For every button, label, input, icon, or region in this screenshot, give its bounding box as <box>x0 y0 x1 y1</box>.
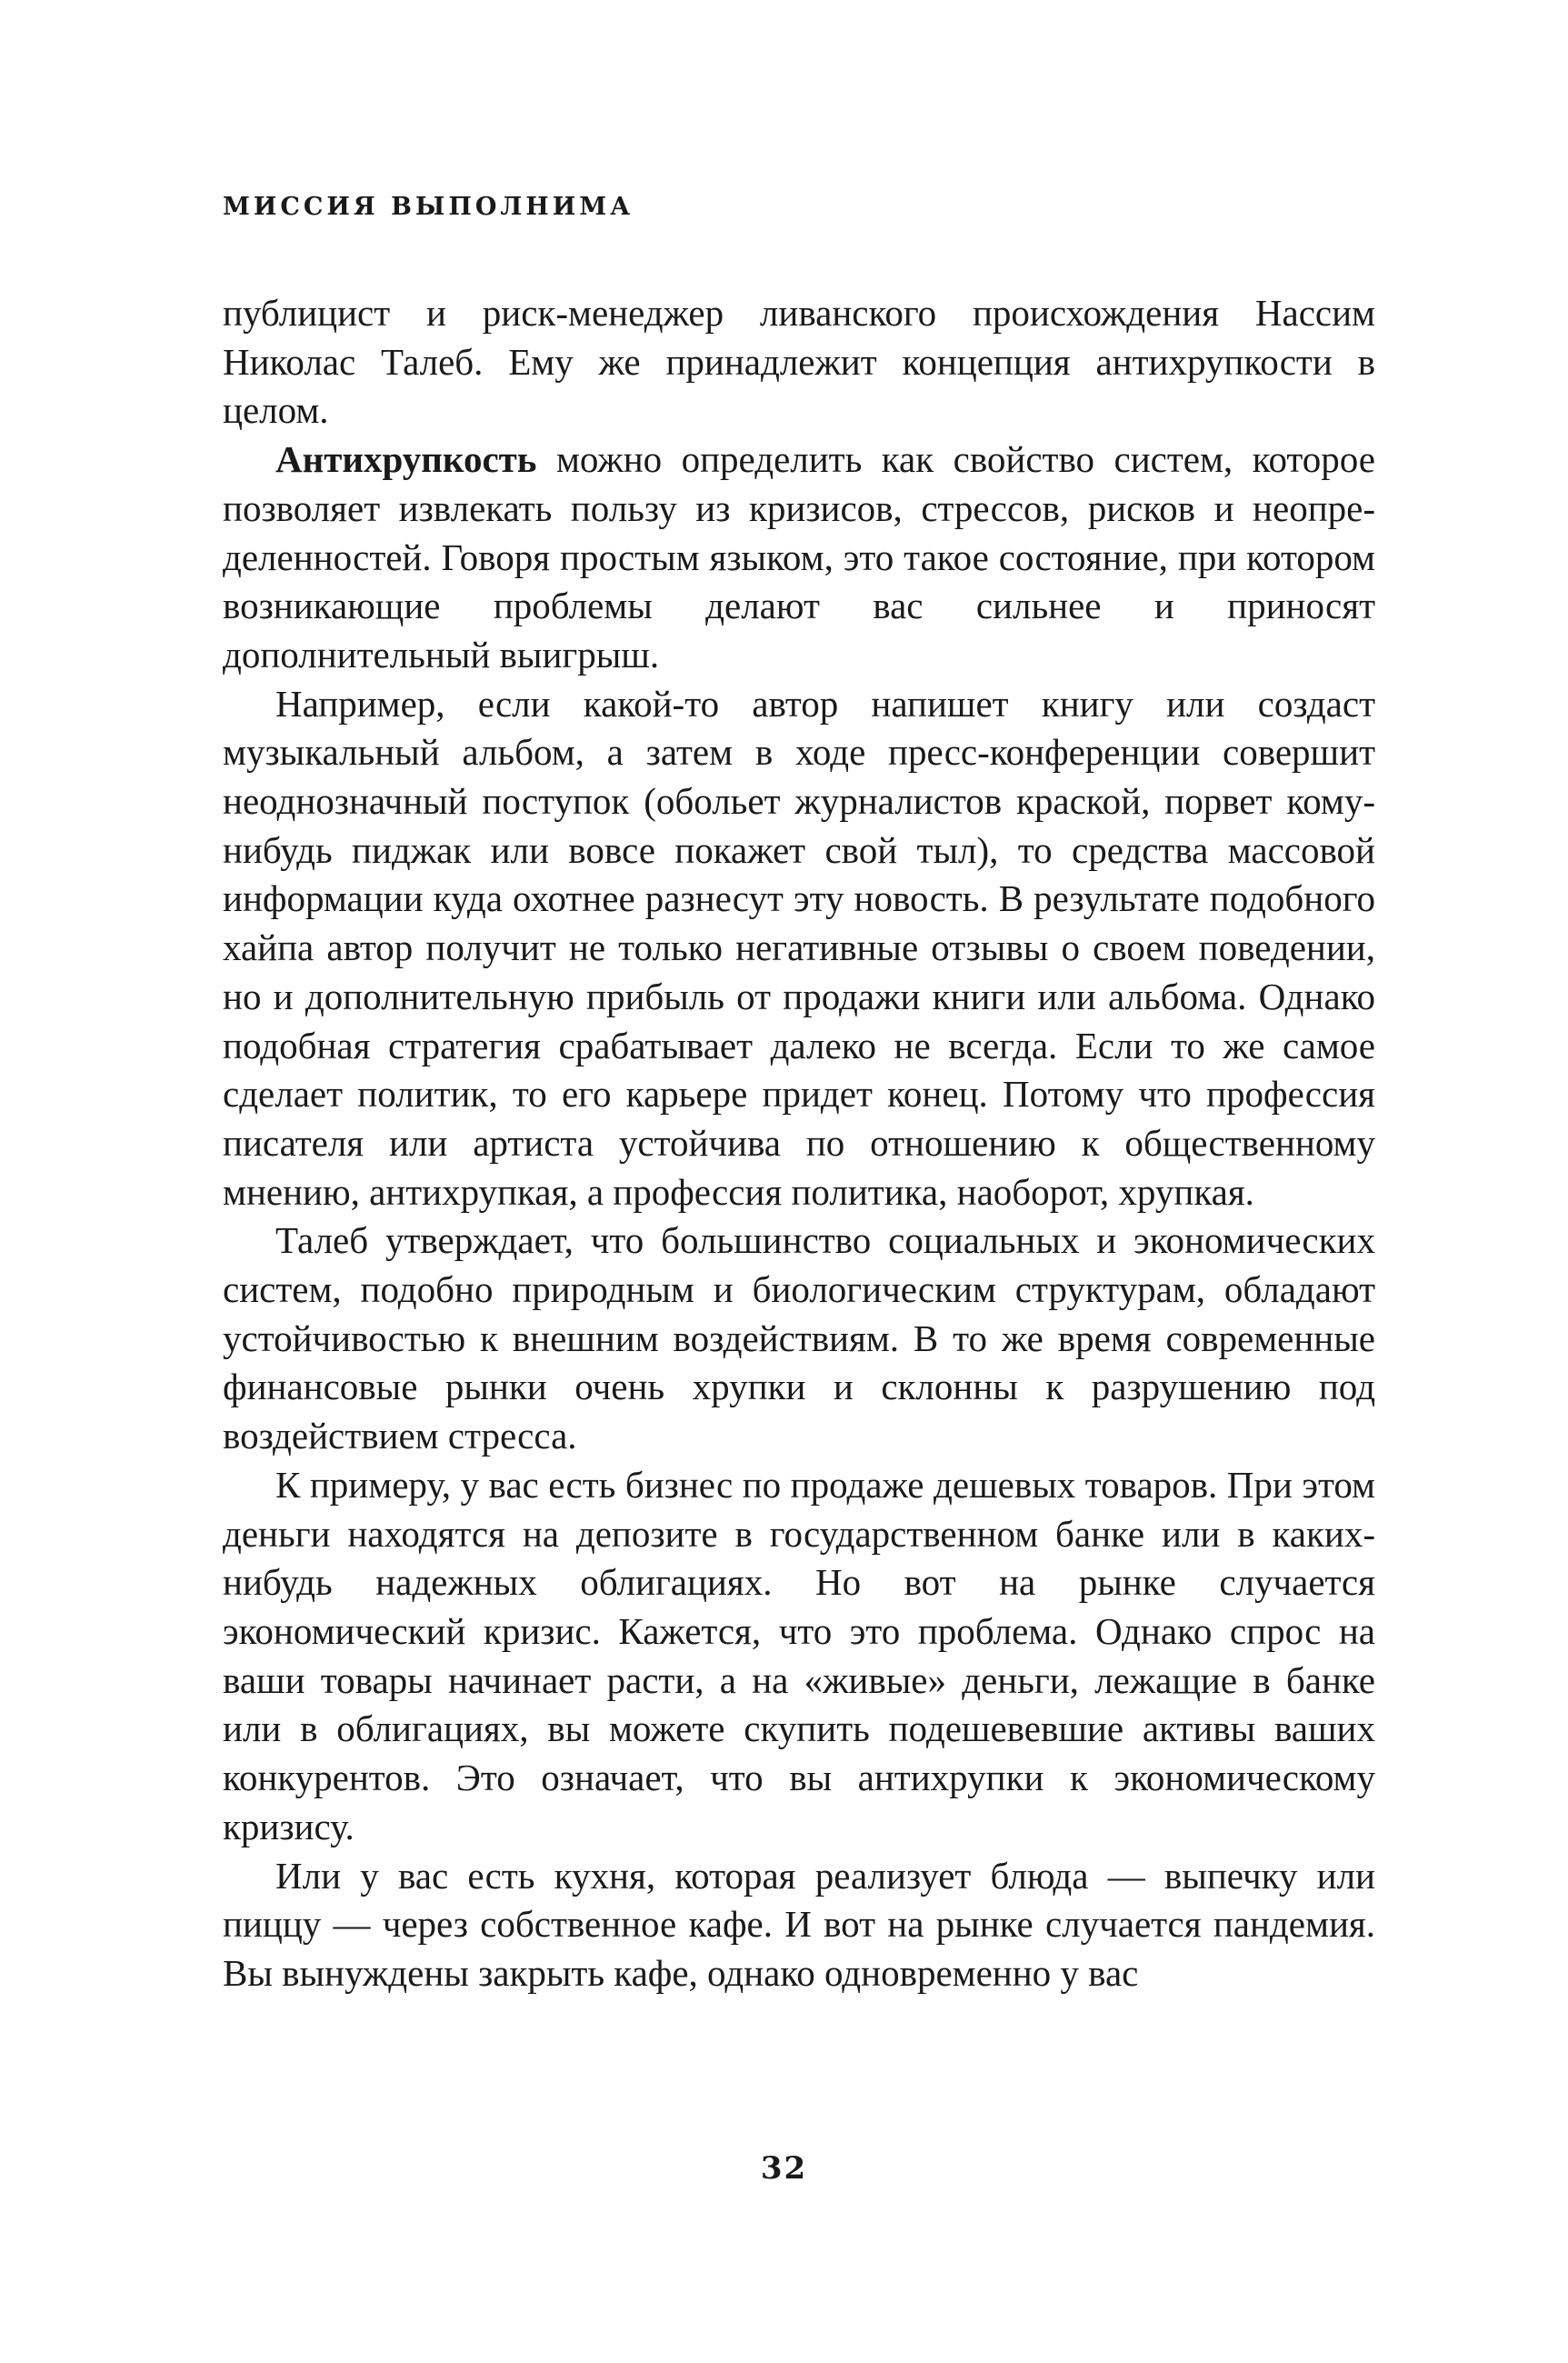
paragraph-text: Талеб утверждает, что большинство социальных и экономических систем, подобно природным и биологическим структурам, обладают устойчивостью к внешним воздействиям. В то же время современные финансовые рынки очень хрупки и склонны к разрушению под воздействием стресса. <box>223 1219 1375 1457</box>
paragraph-5 <box>223 1461 1375 1852</box>
bold-term: Антихрупкость <box>275 438 537 481</box>
paragraph-4 <box>223 1217 1375 1461</box>
paragraph-1 <box>223 289 1375 436</box>
paragraph-text: можно определить как свойство систем, которое позволяет извлекать пользу из кризисов, стрессов, рисков и неопределенностей. Говоря простым языком, это такое состояние, при котором возникающие проблемы делают вас сильнее и приносят дополнительный выигрыш. <box>223 438 1375 676</box>
paragraph-text: К примеру, у вас есть бизнес по продаже дешевых товаров. При этом деньги находятся на депозите в государственном банке или в каких-нибудь надежных облигациях. Но вот на рынке случается экономический кризис. Кажется, что это проблема. Однако спрос на ваши товары начинает расти, а на «живые» деньги, лежащие в банке или в облигациях, вы можете скупить подешевевшие активы ваших конкурентов. Это означает, что вы антихрупки к экономическому кризису. <box>223 1463 1375 1847</box>
page-number: 32 <box>760 2150 808 2187</box>
paragraph-3 <box>223 680 1375 1217</box>
paragraph-text: Например, если какой-то автор напишет книгу или создаст музыкальный альбом, а затем в ходе пресс-конференции совершит неоднозначный поступок (обольет журналистов краской, порвет кому-нибудь пиджак или вовсе покажет свой тыл), то средства массовой информации куда охотнее разнесут эту новость. В результате подобного хайпа автор получит не только негативные отзывы о своем поведении, но и дополнительную прибыль от продажи книги или альбома. Однако подобная стратегия срабатывает далеко не всегда. Если то же самое сделает политик, то его карьере придет конец. Потому что профессия писателя или артиста устойчива по отношению к общественному мнению, антихрупкая, а профессия политика, наоборот, хрупкая. <box>223 682 1375 1213</box>
body-text <box>223 289 1375 1998</box>
running-head: МИССИЯ ВЫПОЛНИМА <box>223 193 634 221</box>
paragraph-text: Или у вас есть кухня, которая реализует блюда — выпечку или пиццу — через собственное кафе. И вот на рынке случается пандемия. Вы вынуждены закрыть кафе, однако одновременно у вас <box>223 1854 1375 1994</box>
paragraph-6 <box>223 1852 1375 1998</box>
paragraph-2 <box>223 436 1375 680</box>
paragraph-text: публицист и риск-менеджер ливанского происхождения Нассим Николас Талеб. Ему же принадлежит концепция антихрупкости в целом. <box>223 292 1375 432</box>
